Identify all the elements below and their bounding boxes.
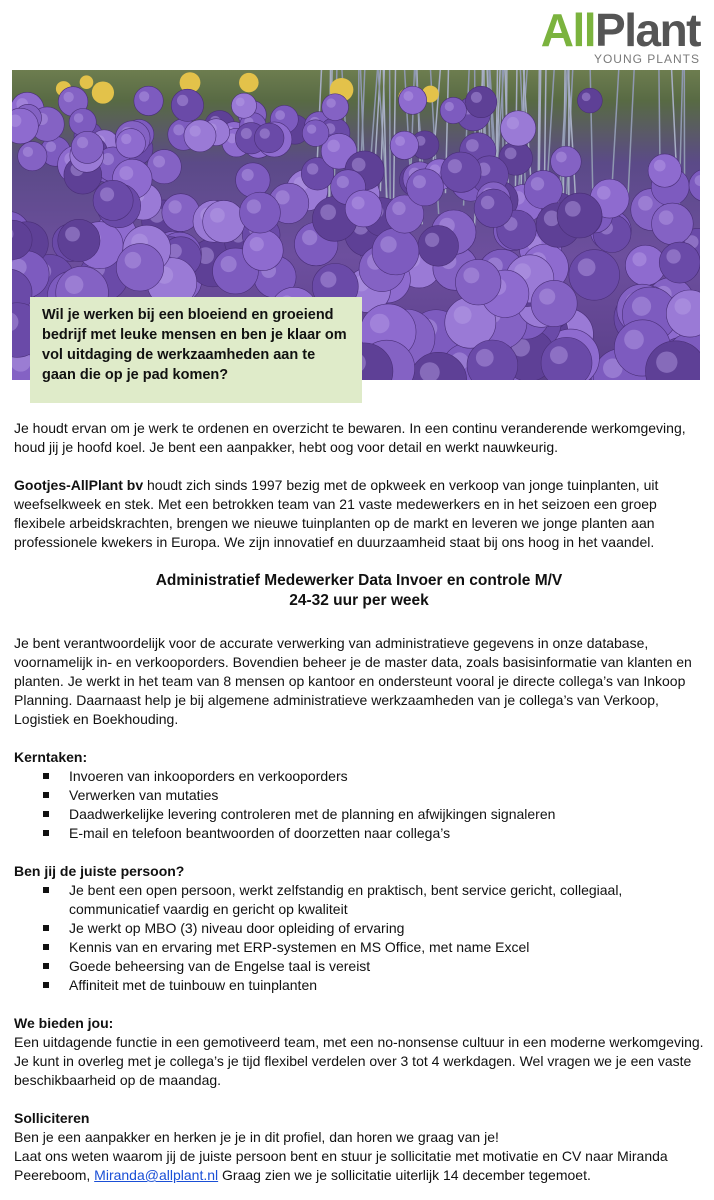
tasks-list [14,767,704,843]
flower-highlight-shape [531,177,544,190]
flower-highlight-shape [173,124,184,135]
apply-line-2: Laat ons weten waarom jij de juiste persoon bent en stuur je sollicitatie met motivatie en CV naar Miranda Peereboom, Miranda@allplant.nl Graag zien we je sollicitatie uiterlijk 14 december tegemoet. [14,1148,668,1183]
flower-highlight-shape [380,236,396,252]
allium-flower-shape [116,129,145,158]
flower-highlight-shape [463,267,479,283]
allium-flower-shape [441,152,481,192]
flower-highlight-shape [337,176,349,188]
flower-highlight-shape [656,351,677,372]
allium-flower-shape [569,250,620,301]
list-item: Affiniteit met de tuinbouw en tuinplanten [14,976,704,995]
flower-highlight-shape [582,92,591,101]
email-link[interactable]: Miranda@allplant.nl [94,1167,219,1183]
flower-highlight-shape [638,196,653,211]
list-item: E-mail en telefoon beantwoorden of doorzetten naar collega’s [14,824,704,843]
allium-flower-shape [557,193,602,238]
flower-highlight-shape [404,91,414,101]
yellow-flower-shape [239,73,259,93]
flower-highlight-shape [46,142,57,153]
flower-highlight-shape [550,346,568,364]
flower-highlight-shape [654,160,666,172]
flower-highlight-shape [448,159,462,173]
allium-flower-shape [240,192,281,233]
allium-flower-shape [184,120,216,152]
flower-highlight-shape [539,288,555,304]
flower-highlight-shape [260,128,270,138]
list-item: Kennis van en ervaring met ERP-systemen en MS Office, met name Excel [14,938,704,957]
logo-wordmark: AllPlant [540,4,700,56]
allium-flower-shape [455,259,501,305]
flower-highlight-shape [23,147,33,157]
flower-highlight-shape [578,258,596,276]
flower-highlight-shape [241,128,252,139]
logo-tagline: YOUNG PLANTS [593,52,700,66]
profile-list [14,881,704,995]
allium-flower-shape [93,180,133,220]
flower-highlight-shape [476,349,494,367]
list-item: Je werkt op MBO (3) niveau door opleiding of ervaring [14,919,704,938]
stem-shape [611,70,618,197]
stem-shape [628,70,634,204]
flower-highlight-shape [236,98,245,107]
allium-flower-shape [71,131,103,163]
allium-flower-shape [440,97,466,123]
allium-flower-shape [254,123,284,153]
allium-flower-shape [399,86,427,114]
job-title: Administratief Medewerker Data Invoer en controle M/V [155,572,563,589]
allium-flower-shape [231,93,256,118]
flower-highlight-shape [327,140,339,152]
flower-highlight-shape [624,330,644,350]
flower-highlight-shape [320,272,336,288]
allium-flower-shape [345,190,382,227]
stem-shape [390,70,391,203]
flower-highlight-shape [454,306,472,324]
apply-line-1: Ben je een aanpakker en herken je je in dit profiel, dan horen we graag van je! [14,1129,499,1145]
flower-highlight-shape [632,252,646,266]
allium-flower-shape [406,169,443,206]
allium-flower-shape [648,154,681,187]
hero-callout: Wil je werken bij een bloeiend en groeiend bedrijf met leuke mensen en ben je klaar om vol uitdaging de werkzaamheden aan te gaan die op je pad komen? [30,297,362,403]
allium-flower-shape [418,226,459,267]
flower-highlight-shape [307,124,316,133]
allium-flower-shape [465,86,496,117]
flower-highlight-shape [302,230,317,245]
flower-highlight-shape [370,314,390,334]
flower-highlight-shape [247,199,261,213]
flower-highlight-shape [352,158,366,172]
offer-heading: We bieden jou: [14,1015,114,1031]
flower-highlight-shape [392,202,405,215]
flower-highlight-shape [666,249,680,263]
flower-highlight-shape [632,297,651,316]
flower-highlight-shape [659,210,674,225]
allium-flower-shape [500,111,535,146]
flower-highlight-shape [177,95,188,106]
flower-highlight-shape [395,136,405,146]
flower-highlight-shape [481,196,494,209]
company-paragraph: Gootjes-AllPlant bv houdt zich sinds 1997 bezig met de opkweek en verkoop van jonge tuinplanten, uit weefselkweek en stek. Met een betrokken team van 21 vaste medewerkers en in het seizoen een groep flexibele arbeidskrachten, brengen we nieuwe tuinplanten op de markt en leveren we jonge planten aan professionele kwekers in Europa. We zijn innovatief en duurzaamheid staat bij ons hoog in het vaandel. [14,477,659,550]
company-logo [541,4,700,69]
flower-highlight-shape [505,147,517,159]
list-item: Daadwerkelijke levering controleren met de planning en afwijkingen signaleren [14,805,704,824]
flower-highlight-shape [556,152,567,163]
allium-flower-shape [18,142,47,171]
flower-highlight-shape [153,156,165,168]
list-item: Je bent een open persoon, werkt zelfstandig en praktisch, bent service gericht, collegiaal, communicatief vaardig en gericht op kwaliteit [14,881,704,919]
allium-flower-shape [203,200,245,242]
job-hours: 24-32 uur per week [289,592,429,609]
allium-flower-shape [302,120,329,147]
flower-highlight-shape [352,197,365,210]
allium-flower-shape [322,94,349,121]
vacancy-body [14,419,704,1185]
flower-highlight-shape [445,102,454,111]
allium-flower-shape [134,86,163,115]
flower-highlight-shape [139,91,149,101]
apply-heading: Solliciteren [14,1110,90,1126]
flower-highlight-shape [466,139,479,152]
flower-highlight-shape [413,175,426,188]
flower-highlight-shape [425,233,439,247]
flower-highlight-shape [597,186,611,200]
list-item: Verwerken van mutaties [14,786,704,805]
flower-highlight-shape [119,166,133,180]
flower-highlight-shape [507,117,519,129]
flower-highlight-shape [675,298,691,314]
flower-highlight-shape [221,256,237,272]
flower-highlight-shape [168,200,181,213]
flower-highlight-shape [565,201,581,217]
flower-highlight-shape [242,169,254,181]
stem-shape [383,70,386,199]
yellow-flower-shape [80,75,94,89]
profile-heading: Ben jij de juiste persoon? [14,863,185,879]
flower-highlight-shape [326,98,335,107]
flower-highlight-shape [121,134,131,144]
flower-highlight-shape [250,237,264,251]
flower-highlight-shape [65,276,83,294]
yellow-flower-shape [92,81,114,103]
allium-flower-shape [372,228,419,275]
allium-flower-shape [171,89,203,121]
flower-highlight-shape [65,227,80,242]
flower-highlight-shape [471,92,482,103]
flower-highlight-shape [125,252,142,269]
flower-highlight-shape [190,125,201,136]
flower-highlight-shape [307,163,318,174]
tasks-heading: Kerntaken: [14,749,88,765]
allium-flower-shape [236,163,271,198]
flower-highlight-shape [63,92,73,102]
allium-flower-shape [577,88,602,113]
flower-highlight-shape [100,187,114,201]
company-name: Gootjes-AllPlant bv [14,477,144,493]
allium-flower-shape [58,219,100,261]
allium-flower-shape [659,242,700,283]
intro-paragraph: Je houdt ervan om je werk te ordenen en overzicht te bewaren. In een continu veranderende werkomgeving, houd jij je hoofd koel. Je bent een aanpakker, hebt oog voor detail en werkt nauwkeurig. [14,420,686,455]
allium-flower-shape [551,146,582,177]
allium-flower-shape [531,280,577,326]
flower-highlight-shape [275,110,285,120]
job-description: Je bent verantwoordelijk voor de accurate verwerking van administratieve gegevens in onze database, voornamelijk in- en verkooporders. Bovendien beheer je de master data, zoals basisinformatie van klanten en planten. Je werkt in het team van 8 mensen op kantoor en ondersteunt vooral je directe collega’s van Inkoop Planning. Daarnaast help je bij algemene administratieve werkzaamheden van je collega’s van Verkoop, Logistiek en Boekhouding. [14,635,692,727]
flower-highlight-shape [320,204,336,220]
allium-flower-shape [474,189,513,228]
list-item: Goede beheersing van de Engelse taal is vereist [14,957,704,976]
allium-flower-shape [652,203,694,245]
allium-flower-shape [390,131,418,159]
allium-flower-shape [116,244,163,291]
allium-flower-shape [243,230,284,271]
flower-highlight-shape [77,137,88,148]
flower-highlight-shape [74,113,84,123]
offer-paragraph: Een uitdagende functie in een gemotiveerd team, met een no-nonsense cultuur in een moderne werkomgeving. Je kunt in overleg met je collega’s je tijd flexibel verdelen over 3 tot 4 werkdagen. Wel vragen we je een vaste beschikbaarheid op de maandag. [14,1034,704,1088]
allium-flower-shape [69,109,96,136]
flower-highlight-shape [210,208,225,223]
list-item: Invoeren van inkooporders en verkooporders [14,767,704,786]
